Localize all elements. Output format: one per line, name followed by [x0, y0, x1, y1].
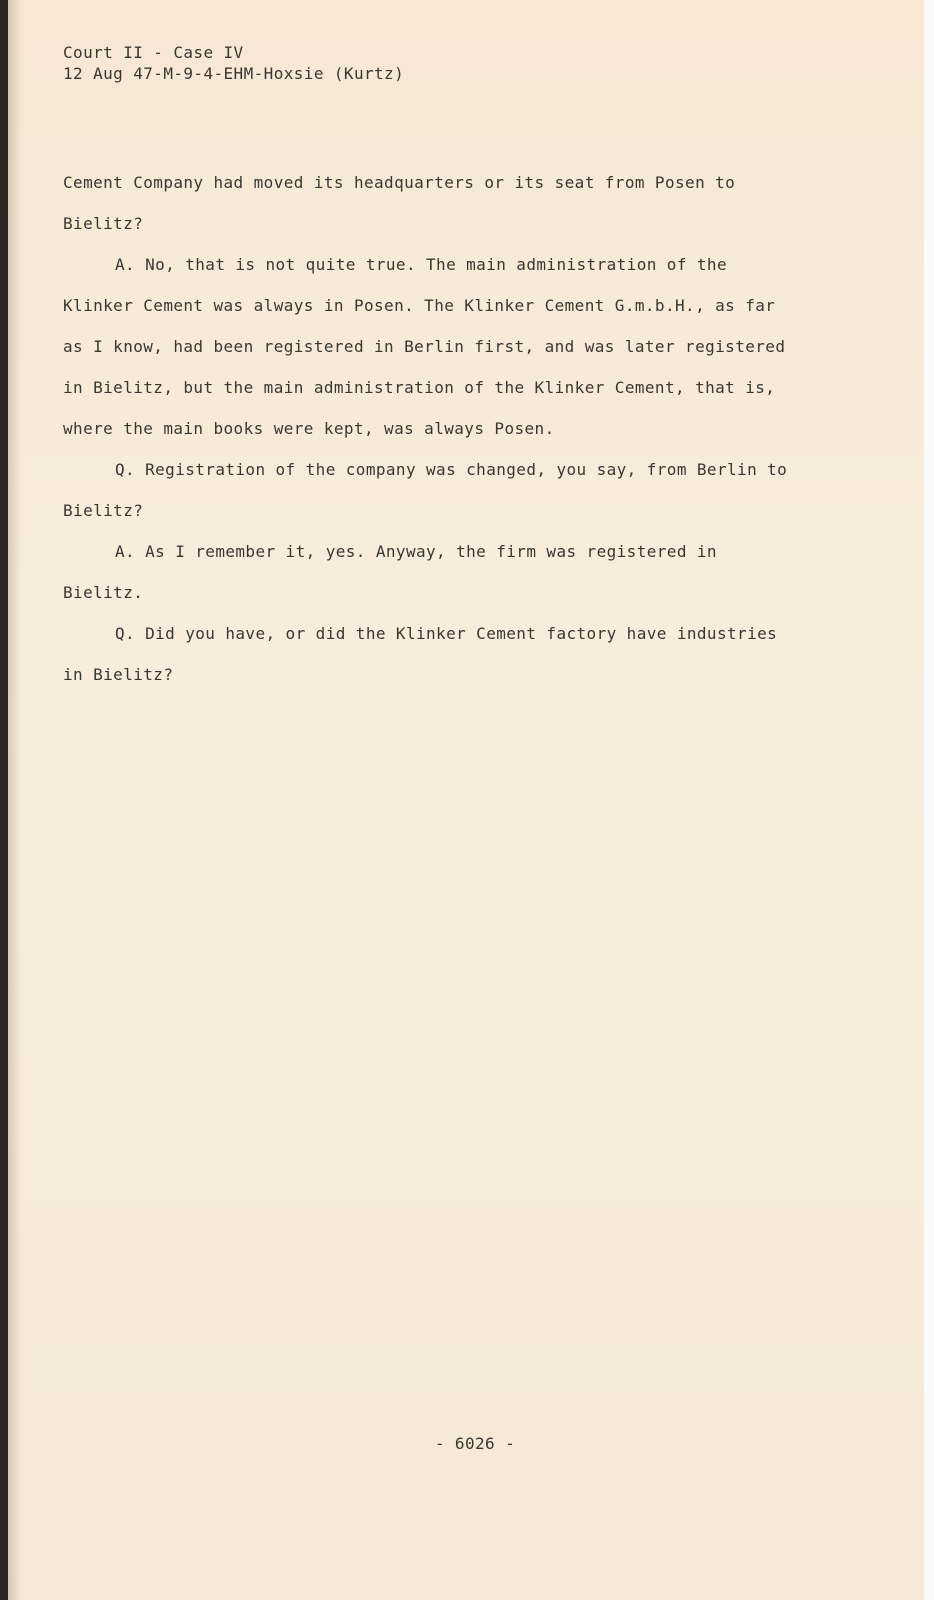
transcript-line: as I know, had been registered in Berlin first, and was later registered: [63, 337, 786, 356]
transcript-line: in Bielitz, but the main administration of the Klinker Cement, that is,: [63, 378, 776, 397]
transcript-body: [63, 162, 863, 695]
transcript-line: Klinker Cement was always in Posen. The Klinker Cement G.m.b.H., as far: [63, 296, 776, 315]
transcript-line: Cement Company had moved its headquarters or its seat from Posen to: [63, 173, 736, 192]
transcript-line: Bielitz?: [63, 501, 144, 520]
header-session-reference: 12 Aug 47-M-9-4-EHM-Hoxsie (Kurtz): [63, 64, 405, 83]
page-number: - 6026 -: [434, 1434, 516, 1453]
header-court-case: Court II - Case IV: [63, 43, 244, 62]
transcript-line: where the main books were kept, was always Posen.: [63, 419, 555, 438]
transcript-question-line: Q. Did you have, or did the Klinker Cement factory have industries: [115, 624, 778, 643]
transcript-line: in Bielitz?: [63, 665, 174, 684]
transcript-answer-line: A. As I remember it, yes. Anyway, the firm was registered in: [115, 542, 717, 561]
transcript-answer-line: A. No, that is not quite true. The main administration of the: [115, 255, 728, 274]
transcript-line: Bielitz?: [63, 214, 144, 233]
document-header: [63, 42, 404, 84]
transcript-line: Bielitz.: [63, 583, 144, 602]
transcript-question-line: Q. Registration of the company was changed, you say, from Berlin to: [115, 460, 788, 479]
